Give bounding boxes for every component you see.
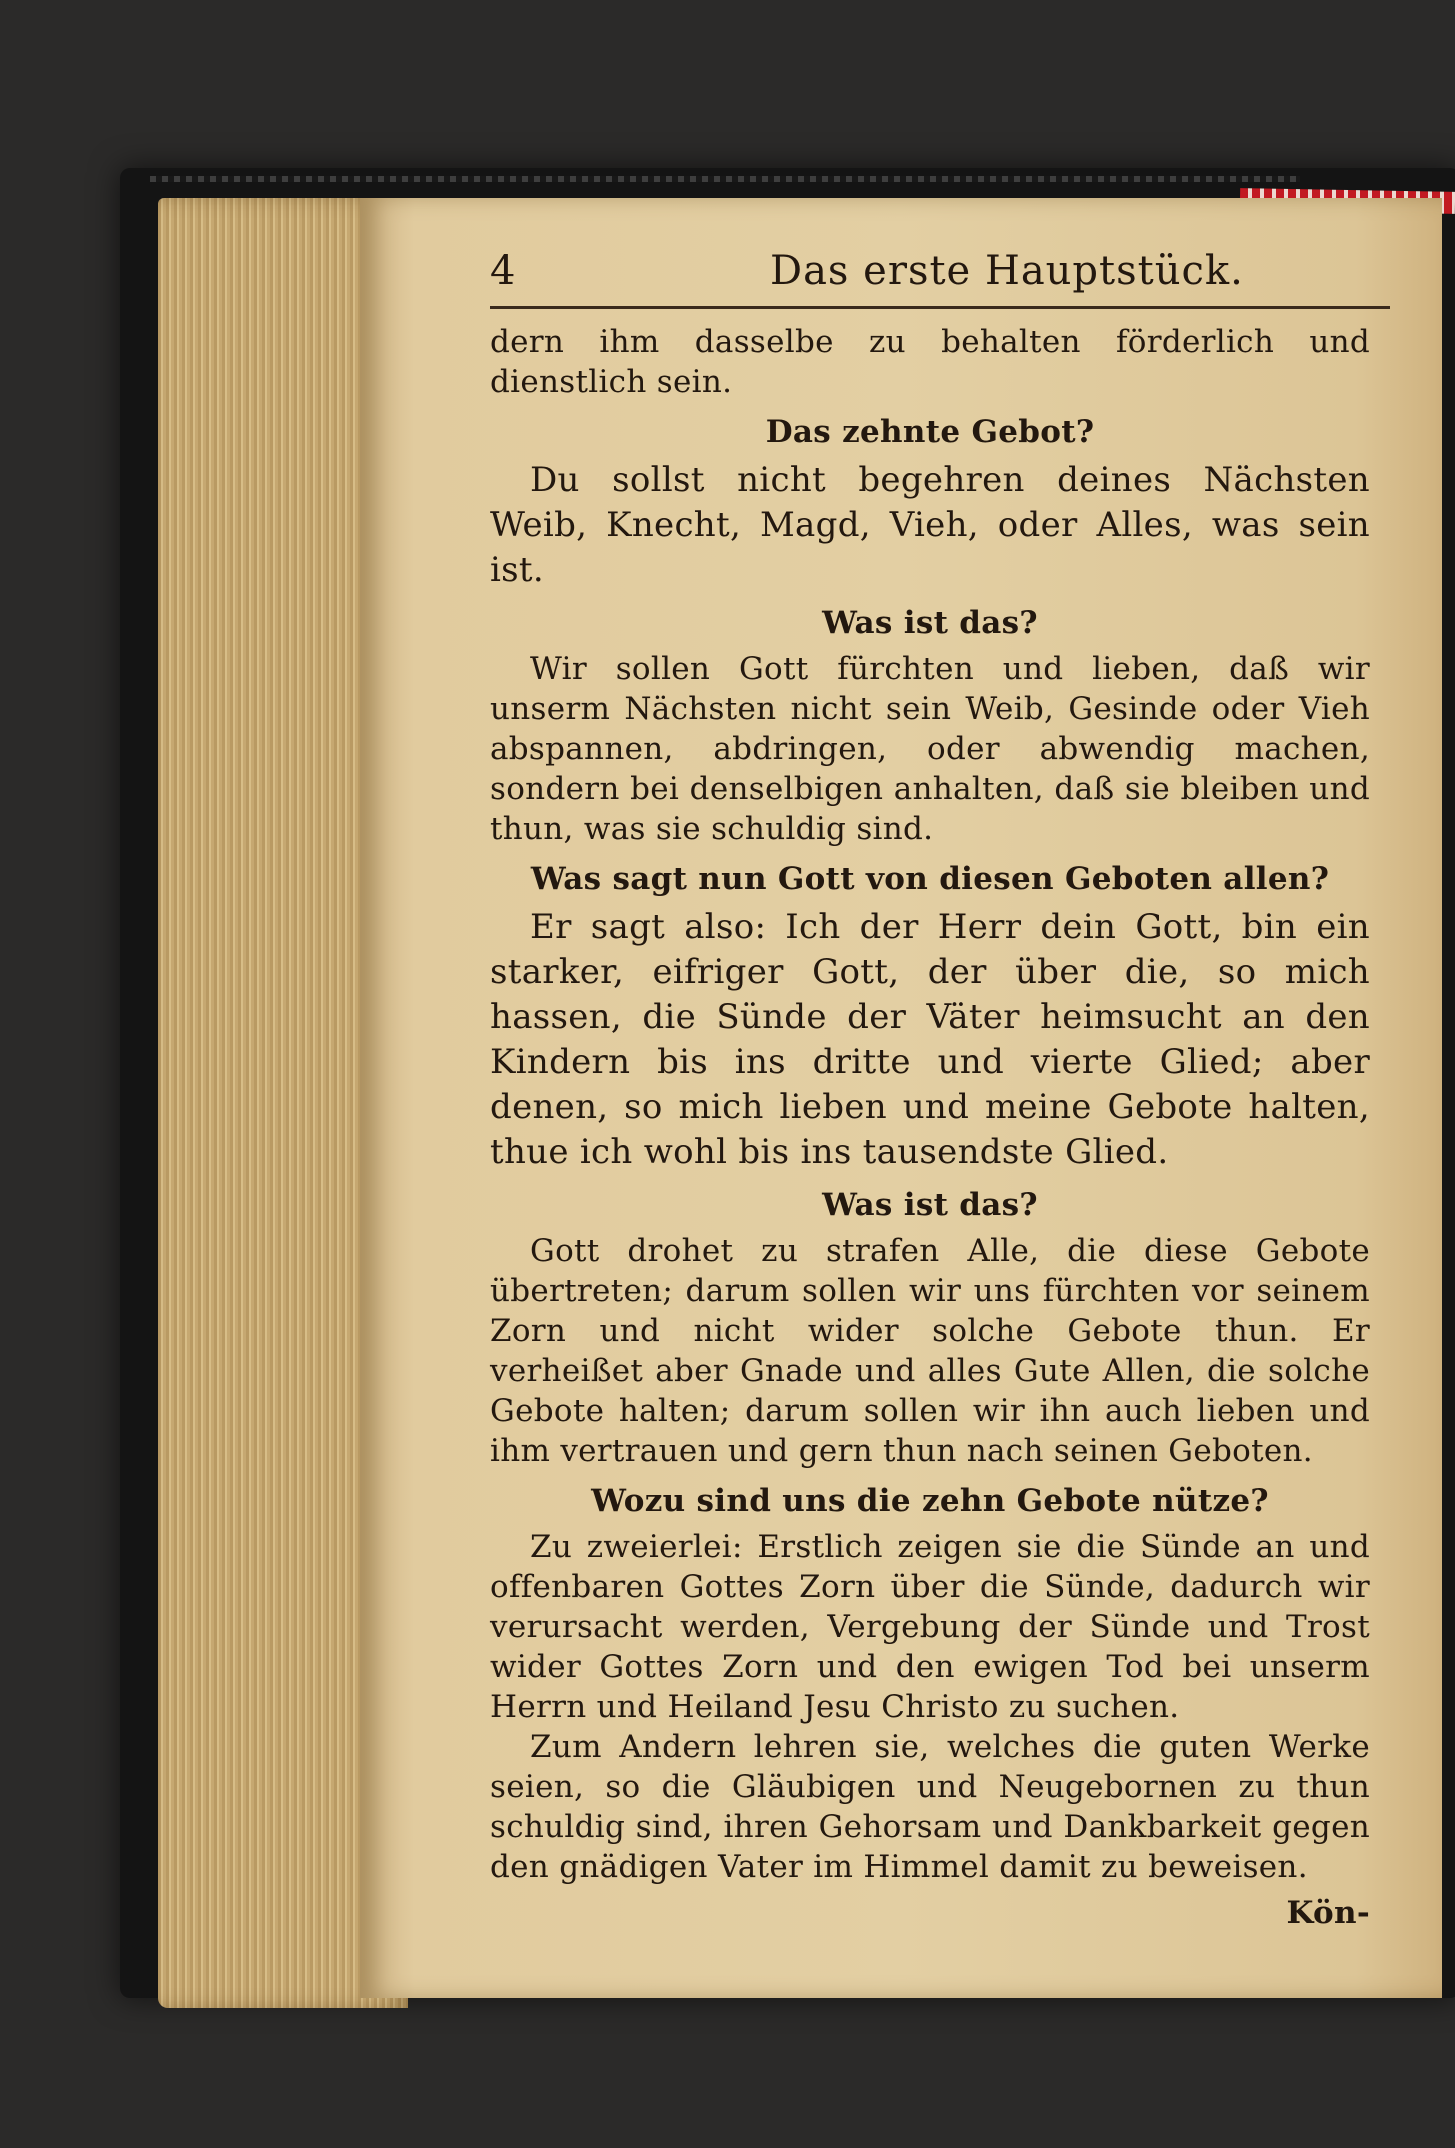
page-body <box>490 322 1370 1933</box>
question-heading: Was sagt nun Gott von diesen Geboten allen? <box>530 861 1330 897</box>
explanation-paragraph: Wir sollen Gott fürchten und lieben, daß wir unserm Nächsten nicht sein Weib, Gesinde oder Vieh abspannen, abdringen, oder abwendig machen, sondern bei denselbigen anhalten, daß sie bleiben und thun, was sie schuldig sind. <box>490 651 1370 847</box>
explanation-paragraph: Gott drohet zu strafen Alle, die diese Gebote übertreten; darum sollen wir uns fürchten vor seinem Zorn und nicht wider solche Gebote thun. Er verheißet aber Gnade und alles Gute Allen, die solche Gebote halten; darum sollen wir ihn auch lieben und ihm vertrauen und gern thun nach seinen Geboten. <box>490 1233 1370 1469</box>
running-title: Das erste Hauptstück. <box>770 248 1244 294</box>
scripture-paragraph: Er sagt also: Ich der Herr dein Gott, bin ein starker, eifriger Gott, der über die, so mich hassen, die Sünde der Väter heimsucht an den Kindern bis ins dritte und vierte Glied; aber denen, so mich lieben und meine Gebote halten, thue ich wohl bis ins tausendste Glied. <box>490 907 1370 1172</box>
continuation-paragraph: dern ihm dasselbe zu behalten förderlich und dienstlich sein. <box>490 324 1370 400</box>
commandment-text: Du sollst nicht begehren deines Nächsten Weib, Knecht, Magd, Vieh, oder Alles, was sein ist. <box>490 460 1370 590</box>
running-head <box>490 240 1390 300</box>
catchword: Kön- <box>1286 1895 1370 1931</box>
explanation-paragraph: Zu zweierlei: Erstlich zeigen sie die Sünde an und offenbaren Gottes Zorn über die Sünde, dadurch wir verursacht werden, Vergebung der Sünde und Trost wider Gottes Zorn und den ewigen Tod bei unserm Herrn und Heiland Jesu Christo zu suchen. <box>490 1529 1370 1725</box>
cover-stitching <box>150 176 1300 182</box>
explanation-paragraph: Zum Andern lehren sie, welches die guten Werke seien, so die Gläubigen und Neugebornen zu thun schuldig sind, ihren Gehorsam und Dankbarkeit gegen den gnädigen Vater im Himmel damit zu beweisen. <box>490 1729 1370 1885</box>
page-number: 4 <box>490 248 516 294</box>
question-heading: Wozu sind uns die zehn Gebote nütze? <box>591 1483 1269 1519</box>
head-rule <box>490 306 1390 309</box>
question-heading: Was ist das? <box>822 605 1038 641</box>
question-heading: Was ist das? <box>822 1187 1038 1223</box>
question-heading: Das zehnte Gebot? <box>765 414 1095 450</box>
